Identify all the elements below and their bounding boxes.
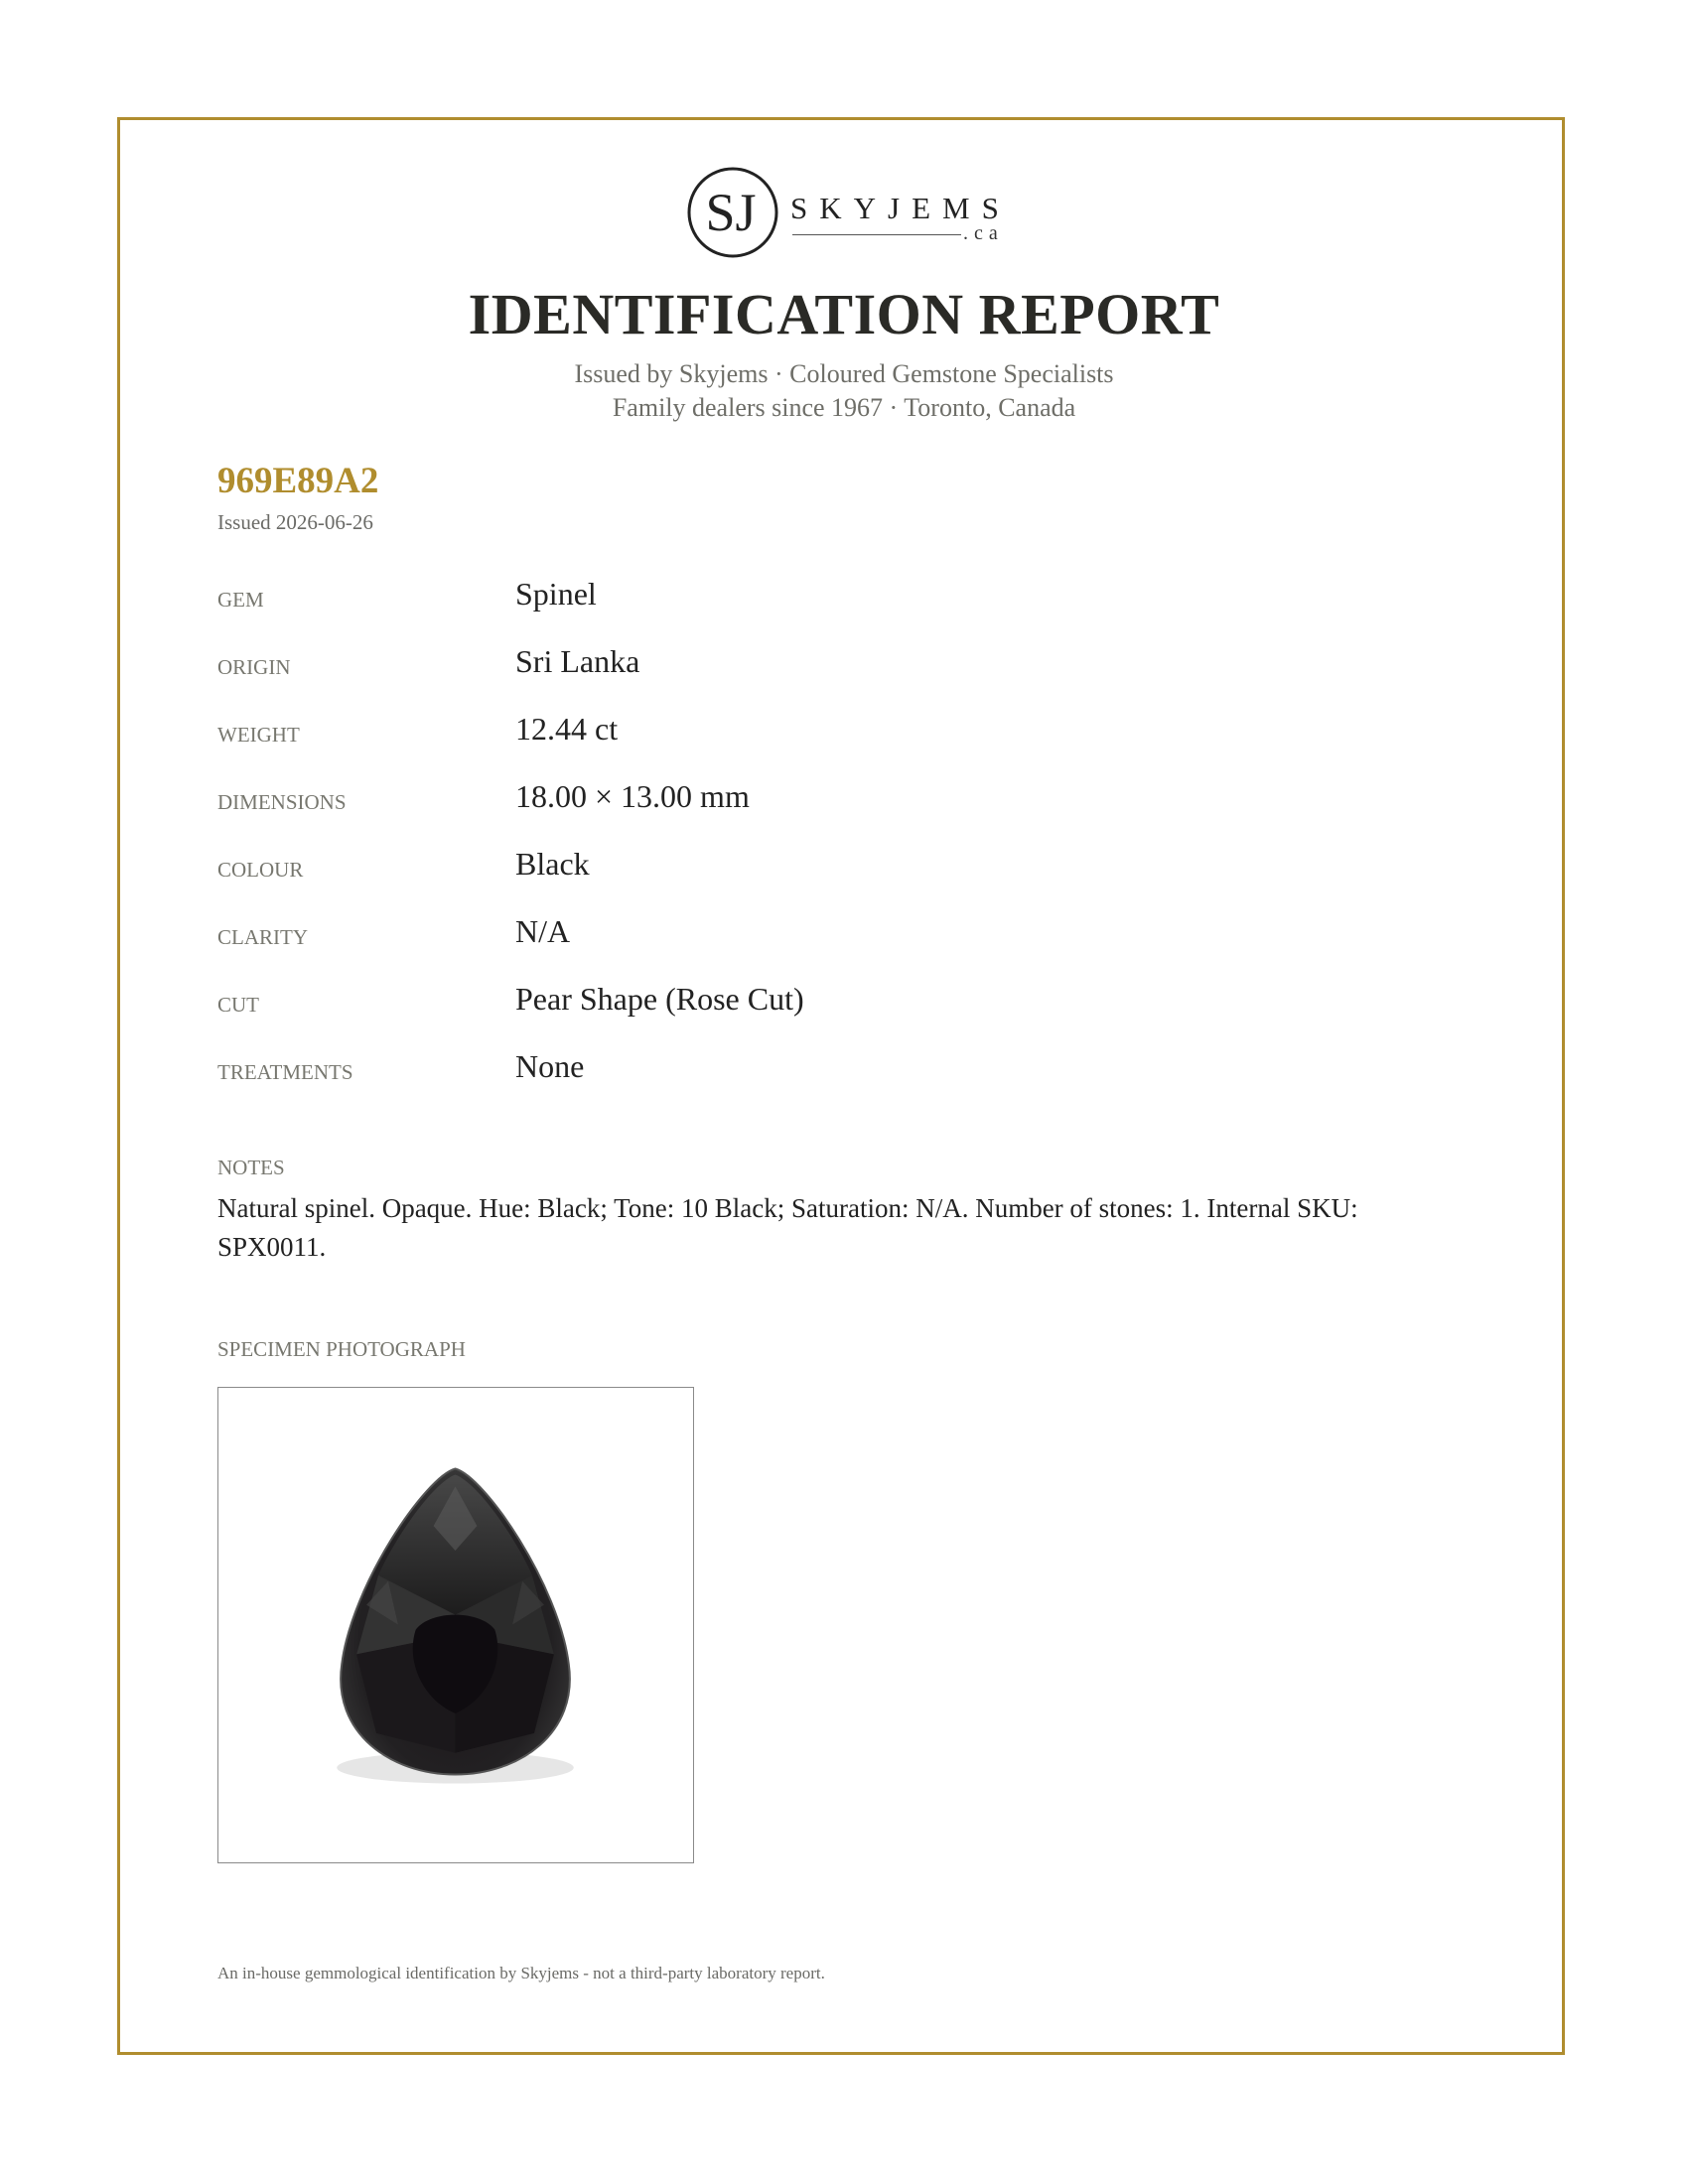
field-row-colour (217, 846, 1459, 913)
photo-heading: SPECIMEN PHOTOGRAPH (217, 1337, 466, 1361)
notes-heading: NOTES (217, 1156, 285, 1179)
field-value: N/A (515, 913, 571, 949)
field-row-gem (217, 576, 1459, 643)
report-subtitle-line1: Issued by Skyjems · Coloured Gemstone Specialists (574, 359, 1114, 388)
report-id: 969E89A2 (217, 461, 379, 501)
field-label: CLARITY (217, 925, 308, 949)
field-label: GEM (217, 588, 264, 612)
field-value: 12.44 ct (515, 711, 619, 747)
field-label: CUT (217, 993, 259, 1017)
sj-monogram-logo (685, 165, 780, 260)
brand-suffix: .ca (963, 222, 1004, 244)
field-label: TREATMENTS (217, 1060, 353, 1084)
field-row-weight (217, 711, 1459, 778)
field-row-clarity (217, 913, 1459, 981)
notes-text: Natural spinel. Opaque. Hue: Black; Tone: 10 Black; Saturation: N/A. Number of stones: 1. Internal SKU: SPX0011. (217, 1193, 1358, 1262)
field-label: COLOUR (217, 858, 304, 882)
field-label: ORIGIN (217, 655, 291, 679)
svg-text:SJ: SJ (705, 183, 757, 242)
report-subtitle-line2: Family dealers since 1967 · Toronto, Canada (612, 393, 1076, 422)
field-value: Pear Shape (Rose Cut) (515, 981, 804, 1017)
field-value: Sri Lanka (515, 643, 640, 679)
field-row-origin (217, 643, 1459, 711)
report-title: IDENTIFICATION REPORT (468, 282, 1220, 346)
field-value: Spinel (515, 576, 597, 612)
field-label: DIMENSIONS (217, 790, 347, 814)
disclaimer-footer: An in-house gemmological identification by Skyjems - not a third-party laboratory report. (217, 1964, 825, 1982)
field-row-treatments (217, 1048, 1459, 1116)
field-row-cut (217, 981, 1459, 1048)
brand-name: SKYJEMS (790, 191, 1011, 225)
field-row-dimensions (217, 778, 1459, 846)
skyjems-logo (685, 165, 1013, 264)
field-value: 18.00 × 13.00 mm (515, 778, 750, 814)
gem-details (217, 576, 1459, 1116)
brand-rule (792, 234, 961, 235)
field-label: WEIGHT (217, 723, 300, 747)
issued-date: Issued 2026-06-26 (217, 510, 373, 534)
specimen-photo (217, 1387, 694, 1863)
field-value: None (515, 1048, 585, 1084)
field-value: Black (515, 846, 590, 882)
pear-gemstone-image (218, 1388, 692, 1861)
